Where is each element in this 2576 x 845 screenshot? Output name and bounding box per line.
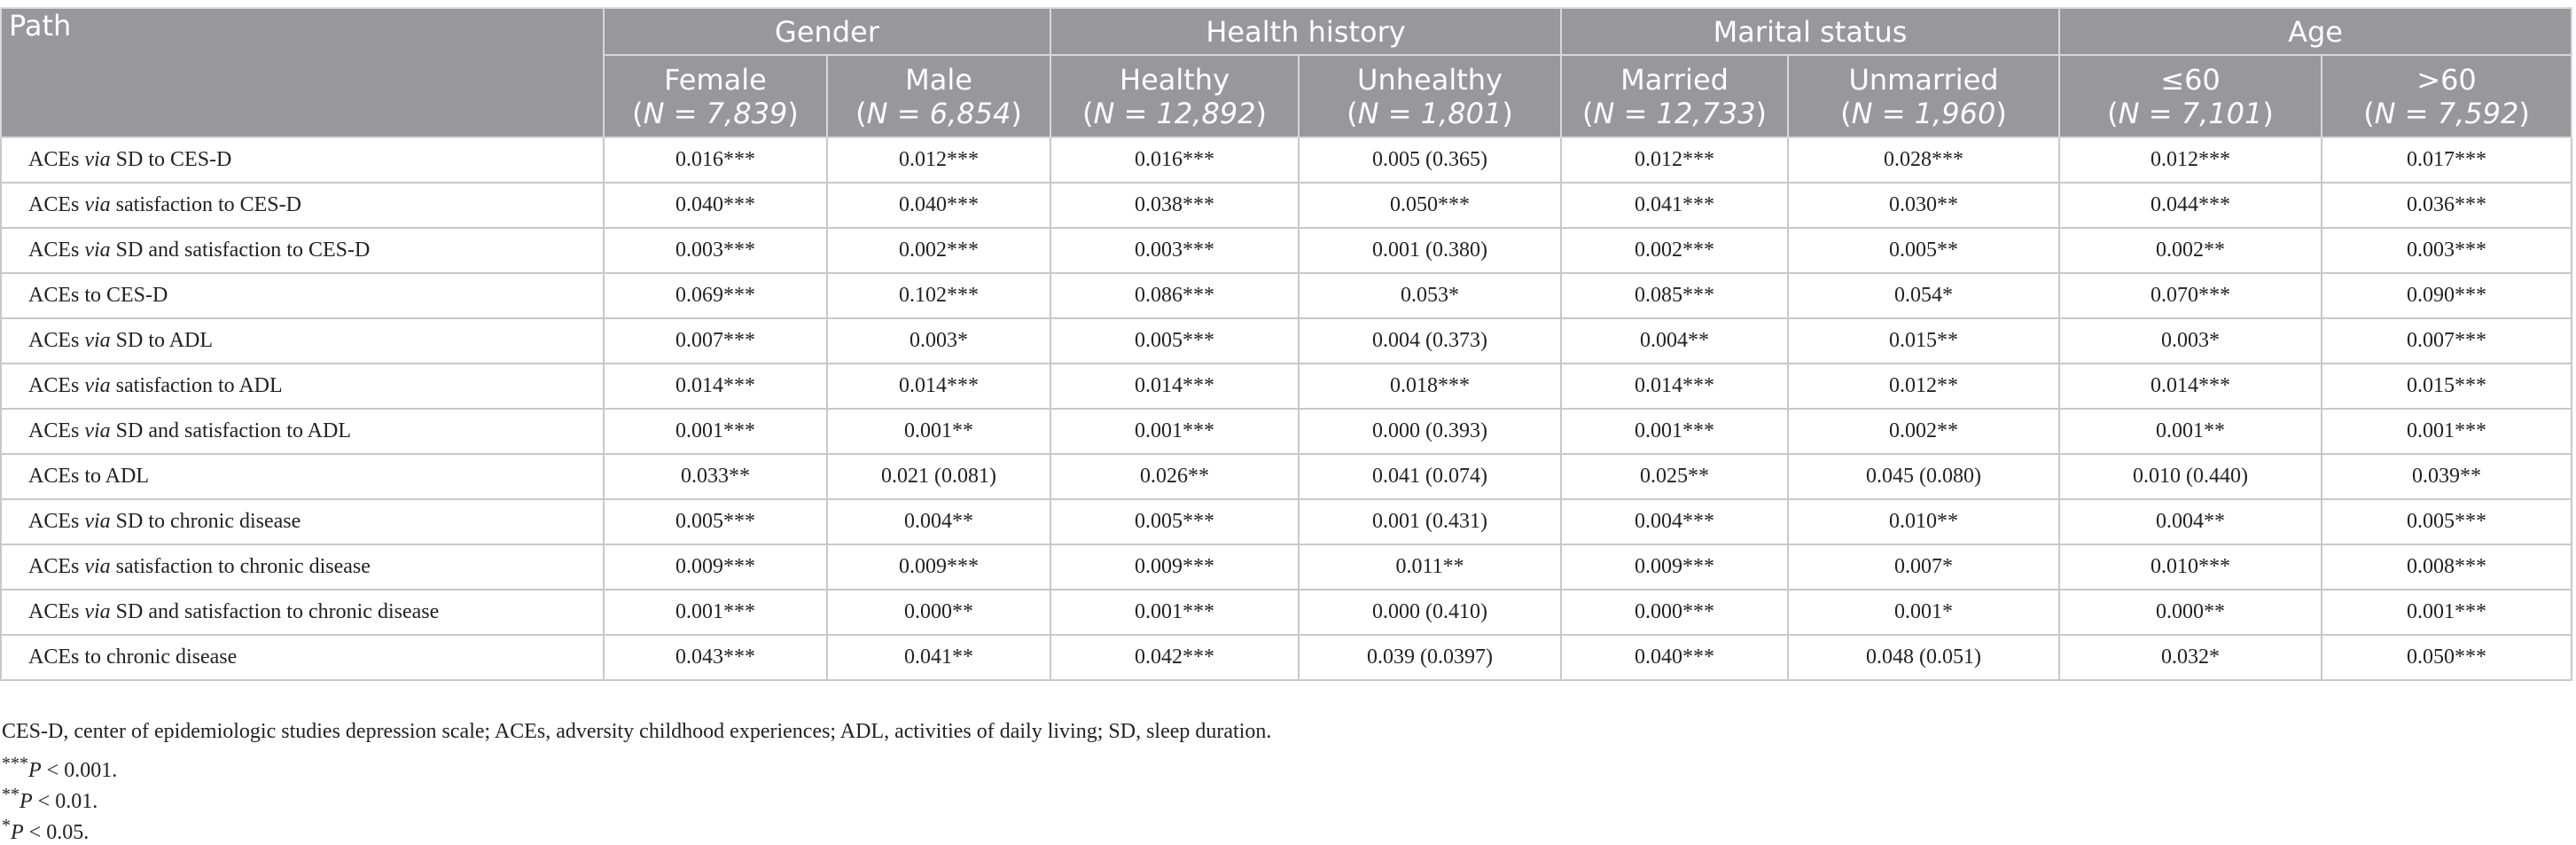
- footnote-mark: **: [2, 785, 20, 804]
- value-cell: 0.005***: [1050, 499, 1299, 544]
- value-cell: 0.000 (0.410): [1299, 590, 1561, 635]
- value-cell: 0.041 (0.074): [1299, 454, 1561, 499]
- value-cell: 0.007***: [2322, 318, 2572, 364]
- subheader-female: [604, 55, 827, 137]
- value-cell: 0.000**: [827, 590, 1050, 635]
- value-cell: 0.028***: [1788, 137, 2059, 183]
- value-cell: 0.086***: [1050, 273, 1299, 318]
- path-text: satisfaction to ADL: [110, 374, 283, 397]
- value-cell: 0.070***: [2059, 273, 2322, 318]
- value-cell: 0.001***: [604, 409, 827, 454]
- value-cell: 0.003***: [604, 228, 827, 273]
- value-cell: 0.044***: [2059, 183, 2322, 228]
- value-cell: 0.025**: [1561, 454, 1788, 499]
- value-cell: 0.007*: [1788, 544, 2059, 590]
- value-cell: 0.004 (0.373): [1299, 318, 1561, 364]
- value-cell: 0.050***: [1299, 183, 1561, 228]
- path-italic: via: [84, 510, 111, 533]
- path-text: ACEs: [28, 329, 85, 352]
- value-cell: 0.001***: [604, 590, 827, 635]
- path-text: ACEs: [28, 148, 85, 171]
- table-row: [1, 544, 2572, 590]
- path-text: ACEs: [28, 600, 85, 623]
- value-cell: 0.005***: [2322, 499, 2572, 544]
- value-cell: 0.039**: [2322, 454, 2572, 499]
- path-text: ACEs to chronic disease: [28, 645, 238, 669]
- table-row: [1, 364, 2572, 409]
- path-text: SD and satisfaction to ADL: [110, 419, 351, 442]
- value-cell: 0.008***: [2322, 544, 2572, 590]
- path-italic: via: [84, 374, 111, 397]
- subheader-name: Unhealthy: [1357, 62, 1503, 97]
- path-italic: via: [84, 329, 111, 352]
- value-cell: 0.001***: [1050, 409, 1299, 454]
- table-row: [1, 183, 2572, 228]
- value-cell: 0.009***: [604, 544, 827, 590]
- path-cell: [1, 183, 604, 228]
- subheader-n: (N = 12,733): [1582, 96, 1768, 130]
- subheader-n: (N = 7,839): [632, 96, 799, 130]
- subheader-name: Female: [664, 62, 767, 97]
- value-cell: 0.009***: [1561, 544, 1788, 590]
- value-cell: 0.005**: [1788, 228, 2059, 273]
- subheader-n-value: N = 7,839: [643, 96, 788, 130]
- value-cell: 0.001 (0.380): [1299, 228, 1561, 273]
- value-cell: 0.001***: [2322, 409, 2572, 454]
- value-cell: 0.003***: [2322, 228, 2572, 273]
- footnote-abbreviations: CES-D, center of epidemiologic studies depression scale; ACEs, adversity childhood experiences; ADL, activities of daily living; SD, sleep duration.: [2, 720, 1272, 743]
- path-text: satisfaction to chronic disease: [110, 555, 371, 578]
- group-header-health-history: Health history: [1050, 8, 1561, 55]
- path-italic: via: [84, 419, 111, 442]
- path-text: satisfaction to CES-D: [110, 193, 301, 216]
- subheader-n: (N = 1,801): [1347, 96, 1513, 130]
- path-text: ACEs: [28, 510, 85, 533]
- path-cell: [1, 273, 604, 318]
- path-italic: via: [84, 193, 111, 216]
- value-cell: 0.042***: [1050, 635, 1299, 680]
- path-header: Path: [1, 8, 604, 137]
- value-cell: 0.004**: [1561, 318, 1788, 364]
- value-cell: 0.032*: [2059, 635, 2322, 680]
- table-row: [1, 137, 2572, 183]
- value-cell: 0.053*: [1299, 273, 1561, 318]
- path-text: SD and satisfaction to chronic disease: [110, 600, 440, 623]
- subheader-age-gt-60: [2322, 55, 2572, 137]
- value-cell: 0.039 (0.0397): [1299, 635, 1561, 680]
- value-cell: 0.010**: [1788, 499, 2059, 544]
- value-cell: 0.014***: [1561, 364, 1788, 409]
- value-cell: 0.001***: [1050, 590, 1299, 635]
- group-header-age: Age: [2059, 8, 2572, 55]
- path-cell: [1, 544, 604, 590]
- path-italic: via: [84, 239, 111, 262]
- value-cell: 0.030**: [1788, 183, 2059, 228]
- table-body: [1, 137, 2572, 680]
- value-cell: 0.015**: [1788, 318, 2059, 364]
- footnote-p01: [2, 785, 98, 814]
- value-cell: 0.002**: [2059, 228, 2322, 273]
- path-text: SD to ADL: [110, 329, 214, 352]
- subheader-n: (N = 7,592): [2363, 96, 2530, 130]
- subheader-n-value: N = 1,801: [1357, 96, 1503, 130]
- path-cell: [1, 137, 604, 183]
- path-text: ACEs: [28, 239, 85, 262]
- footnote-text: < 0.001.: [41, 759, 118, 782]
- value-cell: 0.016***: [1050, 137, 1299, 183]
- value-cell: 0.005***: [604, 499, 827, 544]
- subheader-name: Married: [1620, 62, 1729, 97]
- value-cell: 0.001***: [2322, 590, 2572, 635]
- path-text: SD to chronic disease: [110, 510, 301, 533]
- footnote-text: < 0.01.: [32, 790, 98, 813]
- value-cell: 0.003*: [2059, 318, 2322, 364]
- value-cell: 0.011**: [1299, 544, 1561, 590]
- value-cell: 0.010***: [2059, 544, 2322, 590]
- value-cell: 0.045 (0.080): [1788, 454, 2059, 499]
- subheader-name: >60: [2416, 62, 2477, 97]
- table-row: [1, 454, 2572, 499]
- value-cell: 0.004***: [1561, 499, 1788, 544]
- value-cell: 0.054*: [1788, 273, 2059, 318]
- value-cell: 0.000 (0.393): [1299, 409, 1561, 454]
- table-row: [1, 318, 2572, 364]
- value-cell: 0.003***: [1050, 228, 1299, 273]
- footnote-p05: [2, 816, 89, 845]
- value-cell: 0.007***: [604, 318, 827, 364]
- value-cell: 0.005 (0.365): [1299, 137, 1561, 183]
- path-cell: [1, 635, 604, 680]
- subheader-n: (N = 6,854): [855, 96, 1022, 130]
- value-cell: 0.040***: [1561, 635, 1788, 680]
- value-cell: 0.040***: [604, 183, 827, 228]
- subheader-n-value: N = 6,854: [866, 96, 1011, 130]
- table-row: [1, 228, 2572, 273]
- footnote-text: < 0.05.: [23, 821, 90, 844]
- subheader-name: Unmarried: [1848, 62, 1999, 97]
- value-cell: 0.003*: [827, 318, 1050, 364]
- value-cell: 0.033**: [604, 454, 827, 499]
- value-cell: 0.001**: [2059, 409, 2322, 454]
- value-cell: 0.017***: [2322, 137, 2572, 183]
- group-header-marital-status: Marital status: [1561, 8, 2059, 55]
- value-cell: 0.041**: [827, 635, 1050, 680]
- path-text: ACEs: [28, 374, 85, 397]
- value-cell: 0.041***: [1561, 183, 1788, 228]
- subheader-n-value: N = 7,592: [2374, 96, 2519, 130]
- table-row: [1, 273, 2572, 318]
- value-cell: 0.048 (0.051): [1788, 635, 2059, 680]
- subheader-healthy: [1050, 55, 1299, 137]
- path-text: ACEs: [28, 555, 85, 578]
- path-cell: [1, 318, 604, 364]
- value-cell: 0.036***: [2322, 183, 2572, 228]
- value-cell: 0.002***: [1561, 228, 1788, 273]
- subheader-age-le-60: [2059, 55, 2322, 137]
- path-cell: [1, 364, 604, 409]
- path-text: SD to CES-D: [110, 148, 232, 171]
- subheader-unhealthy: [1299, 55, 1561, 137]
- value-cell: 0.004**: [2059, 499, 2322, 544]
- subheader-n-value: N = 12,733: [1593, 96, 1756, 130]
- value-cell: 0.102***: [827, 273, 1050, 318]
- value-cell: 0.009***: [827, 544, 1050, 590]
- path-cell: [1, 590, 604, 635]
- value-cell: 0.015***: [2322, 364, 2572, 409]
- value-cell: 0.001***: [1561, 409, 1788, 454]
- value-cell: 0.018***: [1299, 364, 1561, 409]
- path-cell: [1, 454, 604, 499]
- subheader-n: (N = 1,960): [1840, 96, 2007, 130]
- path-italic: via: [84, 600, 111, 623]
- table-row: [1, 635, 2572, 680]
- value-cell: 0.000**: [2059, 590, 2322, 635]
- path-italic: via: [84, 148, 111, 171]
- table-row: [1, 499, 2572, 544]
- subheader-name: Healthy: [1120, 62, 1230, 97]
- subheader-n: (N = 12,892): [1082, 96, 1268, 130]
- table-container: [0, 7, 2571, 681]
- value-cell: 0.004**: [827, 499, 1050, 544]
- value-cell: 0.001**: [827, 409, 1050, 454]
- subheader-n: (N = 7,101): [2107, 96, 2274, 130]
- subheader-name: ≤60: [2160, 62, 2221, 97]
- value-cell: 0.043***: [604, 635, 827, 680]
- value-cell: 0.016***: [604, 137, 827, 183]
- footnote-p: P: [11, 821, 24, 844]
- subheader-male: [827, 55, 1050, 137]
- value-cell: 0.014***: [827, 364, 1050, 409]
- footnote-mark: ***: [2, 754, 28, 773]
- value-cell: 0.038***: [1050, 183, 1299, 228]
- footnote-p001: [2, 754, 117, 783]
- footnote-mark: *: [2, 816, 11, 835]
- table-row: [1, 590, 2572, 635]
- value-cell: 0.005***: [1050, 318, 1299, 364]
- path-cell: [1, 228, 604, 273]
- value-cell: 0.012***: [1561, 137, 1788, 183]
- subheader-n-value: N = 1,960: [1851, 96, 1996, 130]
- value-cell: 0.085***: [1561, 273, 1788, 318]
- value-cell: 0.040***: [827, 183, 1050, 228]
- group-header-gender: Gender: [604, 8, 1050, 55]
- path-text: ACEs: [28, 193, 85, 216]
- value-cell: 0.012**: [1788, 364, 2059, 409]
- path-italic: via: [84, 555, 111, 578]
- value-cell: 0.001*: [1788, 590, 2059, 635]
- path-text: ACEs: [28, 419, 85, 442]
- path-text: ACEs to ADL: [28, 465, 150, 488]
- value-cell: 0.014***: [604, 364, 827, 409]
- path-text: SD and satisfaction to CES-D: [110, 239, 371, 262]
- table-row: [1, 409, 2572, 454]
- footnote-p: P: [20, 790, 33, 813]
- value-cell: 0.002***: [827, 228, 1050, 273]
- value-cell: 0.090***: [2322, 273, 2572, 318]
- value-cell: 0.000***: [1561, 590, 1788, 635]
- value-cell: 0.012***: [2059, 137, 2322, 183]
- value-cell: 0.014***: [1050, 364, 1299, 409]
- value-cell: 0.009***: [1050, 544, 1299, 590]
- subheader-unmarried: [1788, 55, 2059, 137]
- value-cell: 0.010 (0.440): [2059, 454, 2322, 499]
- value-cell: 0.050***: [2322, 635, 2572, 680]
- value-cell: 0.001 (0.431): [1299, 499, 1561, 544]
- value-cell: 0.002**: [1788, 409, 2059, 454]
- header-row-groups: [1, 8, 2572, 55]
- value-cell: 0.014***: [2059, 364, 2322, 409]
- results-table: [0, 7, 2572, 681]
- subheader-married: [1561, 55, 1788, 137]
- value-cell: 0.026**: [1050, 454, 1299, 499]
- footnote-p: P: [28, 759, 42, 782]
- value-cell: 0.012***: [827, 137, 1050, 183]
- subheader-name: Male: [905, 62, 972, 97]
- subheader-n-value: N = 12,892: [1093, 96, 1256, 130]
- subheader-n-value: N = 7,101: [2118, 96, 2263, 130]
- path-cell: [1, 499, 604, 544]
- path-cell: [1, 409, 604, 454]
- value-cell: 0.069***: [604, 273, 827, 318]
- path-text: ACEs to CES-D: [28, 284, 168, 307]
- value-cell: 0.021 (0.081): [827, 454, 1050, 499]
